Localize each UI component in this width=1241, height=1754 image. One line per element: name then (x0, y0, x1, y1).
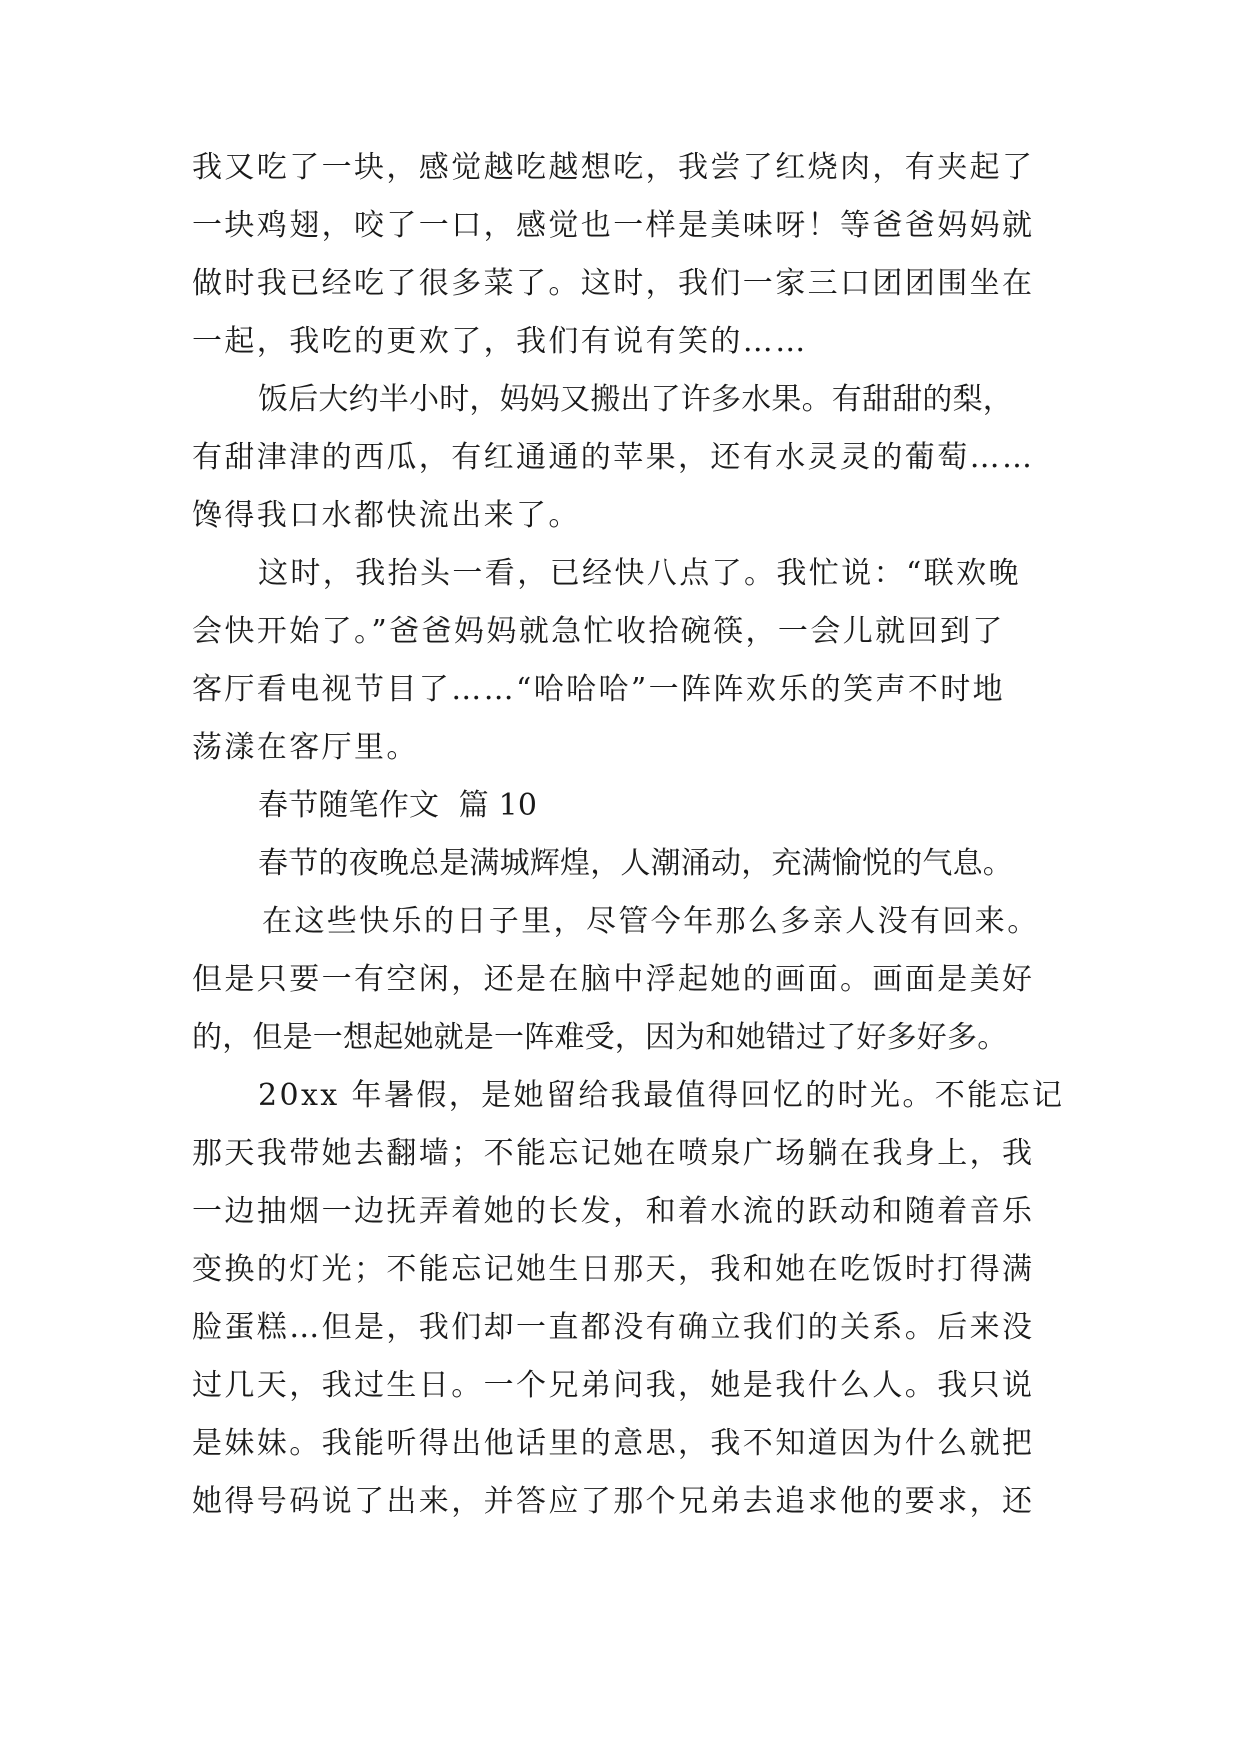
paragraph-line: 20xx 年暑假，是她留给我最值得回忆的时光。不能忘记 (258, 1078, 1065, 1113)
paragraph-line: 会快开始了。”爸爸妈妈就急忙收拾碗筷，一会儿就回到了 (192, 614, 1005, 649)
paragraph-line: 在这些快乐的日子里，尽管今年那么多亲人没有回来。 (262, 904, 1040, 939)
paragraph-line: 有甜津津的西瓜，有红通通的苹果，还有水灵灵的葡萄…… (192, 440, 1035, 475)
paragraph-line: 一边抽烟一边抚弄着她的长发，和着水流的跃动和随着音乐 (192, 1194, 1035, 1229)
paragraph-line: 荡漾在客厅里。 (192, 730, 419, 765)
paragraph-line: 她得号码说了出来，并答应了那个兄弟去追求他的要求，还 (192, 1484, 1035, 1519)
paragraph-line: 一块鸡翅，咬了一口，感觉也一样是美味呀！等爸爸妈妈就 (192, 208, 1035, 243)
paragraph-line: 这时，我抬头一看，已经快八点了。我忙说：“联欢晚 (258, 556, 1021, 591)
section-heading: 春节随笔作文 篇 10 (258, 788, 538, 823)
paragraph-line: 过几天，我过生日。一个兄弟问我，她是我什么人。我只说 (192, 1368, 1035, 1403)
paragraph-line: 但是只要一有空闲，还是在脑中浮起她的画面。画面是美好 (192, 962, 1035, 997)
paragraph-line: 是妹妹。我能听得出他话里的意思，我不知道因为什么就把 (192, 1426, 1035, 1461)
paragraph-line: 客厅看电视节目了……“哈哈哈”一阵阵欢乐的笑声不时地 (192, 672, 1006, 707)
paragraph-line: 做时我已经吃了很多菜了。这时，我们一家三口团团围坐在 (192, 266, 1035, 301)
paragraph-line: 一起，我吃的更欢了，我们有说有笑的…… (192, 324, 808, 359)
paragraph-line: 脸蛋糕…但是，我们却一直都没有确立我们的关系。后来没 (192, 1310, 1035, 1345)
paragraph-line: 变换的灯光；不能忘记她生日那天，我和她在吃饭时打得满 (192, 1252, 1035, 1287)
paragraph-line: 馋得我口水都快流出来了。 (192, 498, 581, 533)
paragraph-line: 饭后大约半小时，妈妈又搬出了许多水果。有甜甜的梨， (258, 382, 1013, 417)
paragraph-line: 春节的夜晚总是满城辉煌，人潮涌动，充满愉悦的气息。 (258, 846, 1013, 881)
paragraph-line: 我又吃了一块，感觉越吃越想吃，我尝了红烧肉，有夹起了 (192, 150, 1035, 185)
paragraph-line: 的，但是一想起她就是一阵难受，因为和她错过了好多好多。 (192, 1020, 1008, 1055)
paragraph-line: 那天我带她去翻墙；不能忘记她在喷泉广场躺在我身上，我 (192, 1136, 1035, 1171)
